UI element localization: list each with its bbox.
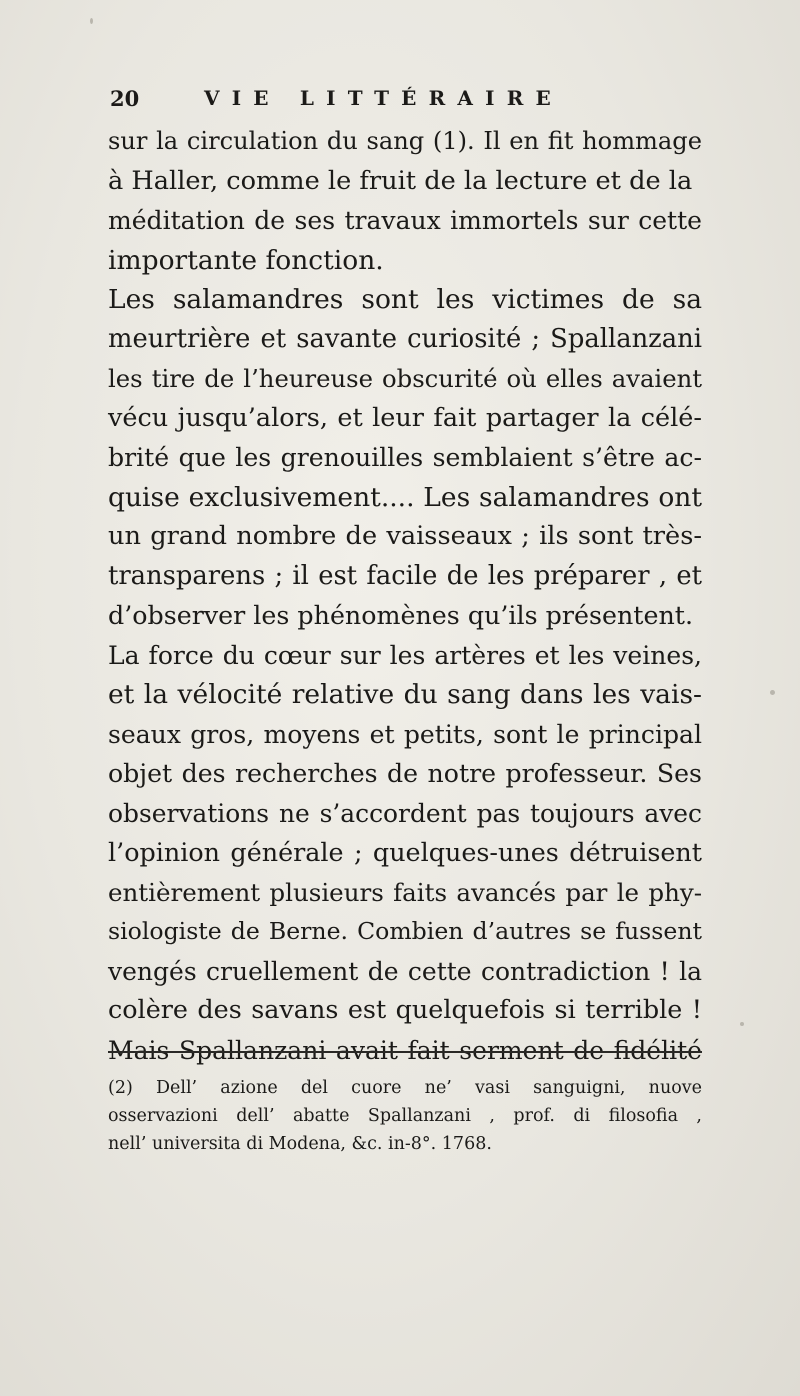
text-line: vengés cruellement de cette contradiction ! la [108,956,702,986]
text-line: un grand nombre de vaisseaux ; ils sont très- [108,521,702,551]
text-line: importante fonction. [108,244,384,276]
body-text [108,122,702,1070]
text-line: l’opinion générale ; quelques-unes détruisent [108,837,702,867]
text-line: Les salamandres sont les victimes de sa [108,284,702,315]
text-line: d’observer les phénomènes qu’ils présentent. [108,600,693,630]
text-line: transparens ; il est facile de les préparer , et [108,560,702,591]
text-line: les tire de l’heureuse obscurité où elles avaient [108,364,702,393]
running-title: VIE LITTÉRAIRE [204,86,563,110]
text-line: colère des savans est quelquefois si terrible ! [108,995,702,1025]
text-line: et la vélocité relative du sang dans les vais- [108,679,702,710]
text-line: seaux gros, moyens et petits, sont le principal [108,719,702,749]
footnote-line: (2) Dell’ azione del cuore ne’ vasi sanguigni, nuove [108,1078,702,1098]
footnote [108,1074,702,1158]
paper-speck [90,18,93,24]
footnote-line: osservazioni dell’ abatte Spallanzani , prof. di filosofia , [108,1106,702,1126]
page-header [110,82,710,118]
text-line: à Haller, comme le fruit de la lecture et de la [108,165,693,196]
text-line: brité que les grenouilles semblaient s’être ac- [108,443,702,472]
page-number: 20 [110,86,140,111]
footnote-line: nell’ universita di Modena, &c. in-8°. 1768. [108,1134,492,1154]
text-line: sur la circulation du sang (1). Il en fit hommage [108,127,702,155]
text-line: méditation de ses travaux immortels sur cette [108,206,702,235]
text-line: La force du cœur sur les artères et les veines, [108,640,702,670]
paper-speck [740,1022,744,1026]
text-line: observations ne s’accordent pas toujours avec [108,798,702,828]
text-line: objet des recherches de notre professeur. Ses [108,759,702,788]
text-line: siologiste de Berne. Combien d’autres se fussent [108,917,702,945]
text-line: meurtrière et savante curiosité ; Spallanzani [108,323,702,354]
text-line: Mais Spallanzani avait fait serment de fidélité [108,1035,702,1065]
text-line: vécu jusqu’alors, et leur fait partager la célé- [108,402,702,433]
footnote-divider [108,1051,702,1053]
text-line: quise exclusivement.... Les salamandres ont [108,481,702,513]
text-line: entièrement plusieurs faits avancés par le phy- [108,877,702,907]
paper-speck [770,690,775,695]
